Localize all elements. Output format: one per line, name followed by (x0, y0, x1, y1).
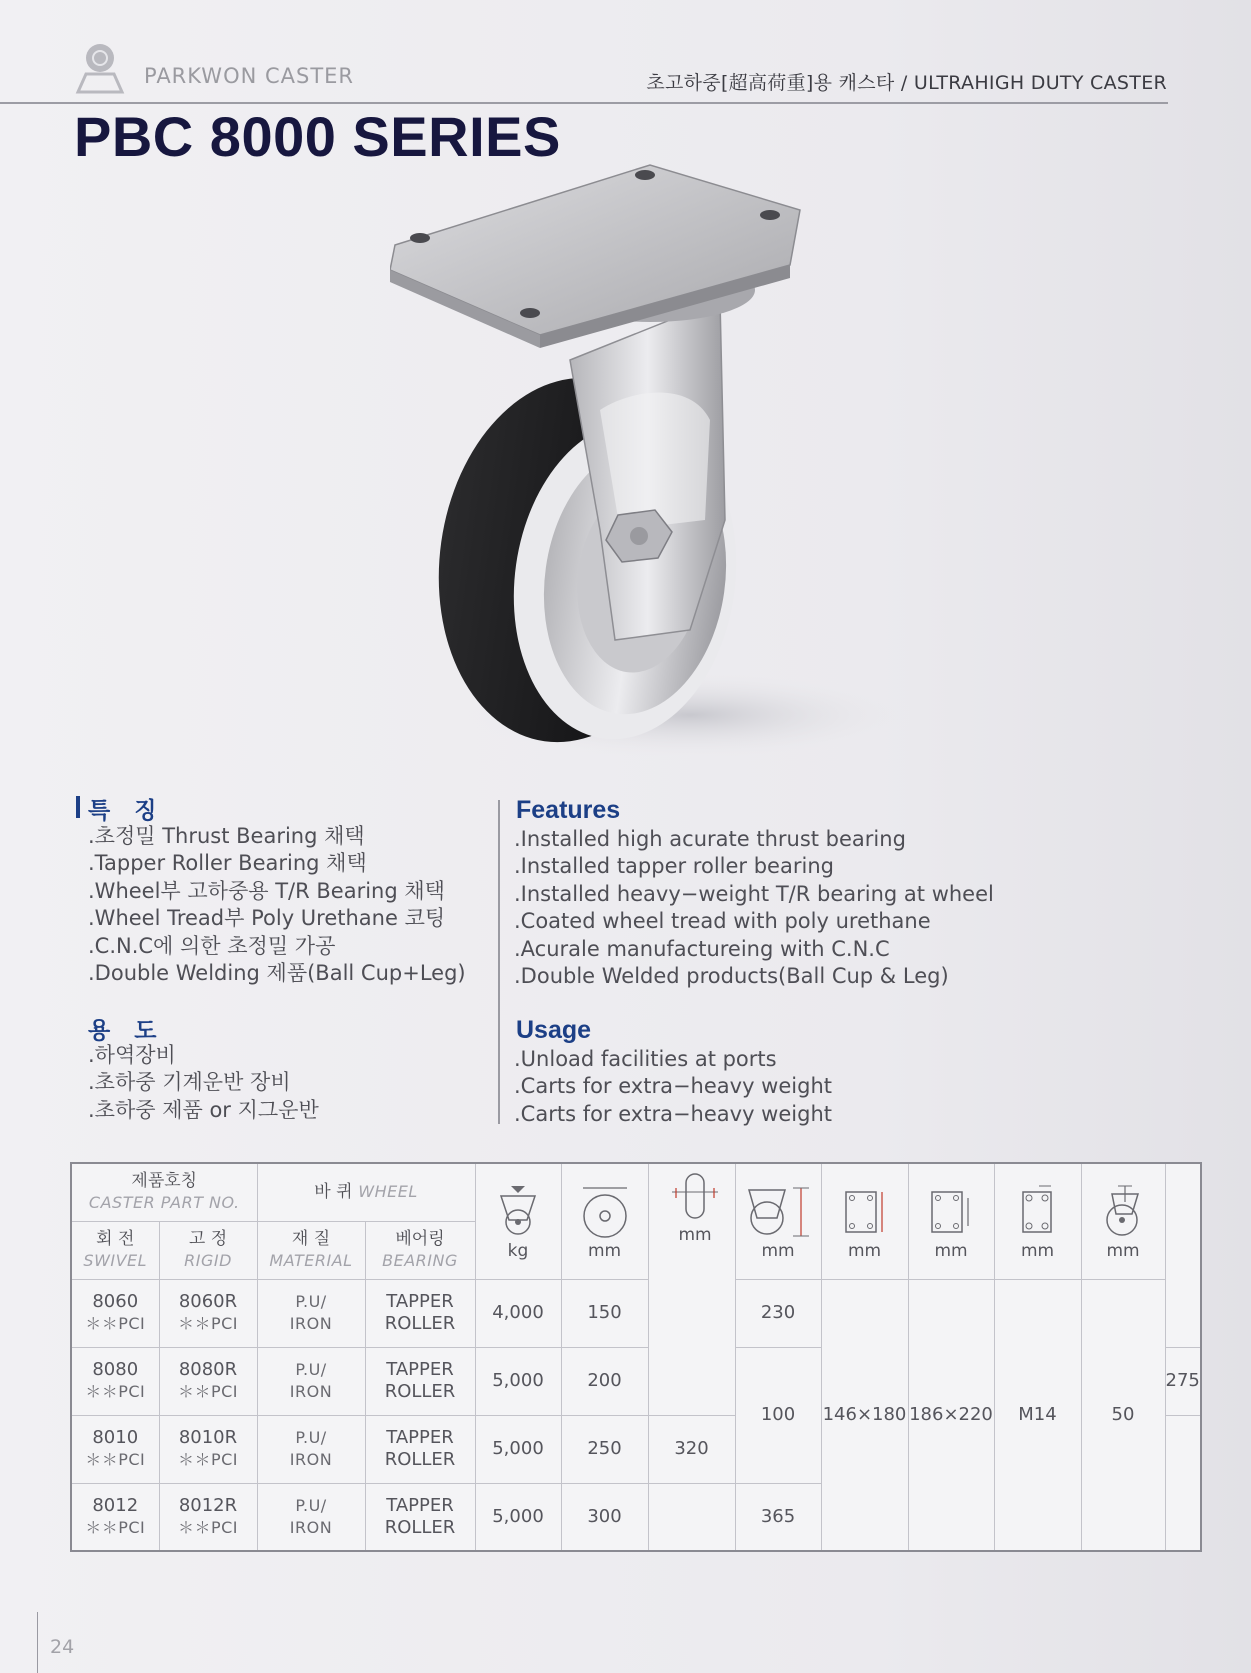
usage-ko-title: 용 도 (88, 1018, 165, 1044)
bolt-spacing-icon (926, 1184, 976, 1240)
bolt-size-cell: M14 (994, 1279, 1081, 1551)
rigid-part-cell: 8010R ＊＊PCI (159, 1415, 257, 1483)
offset-icon (1098, 1184, 1148, 1240)
list-item: .Wheel부 고하중용 T/R Bearing 채택 (88, 878, 445, 903)
rigid-part-cell: 8012R ＊＊PCI (159, 1483, 257, 1551)
series-title: PBC 8000 SERIES (74, 105, 561, 168)
list-item: .Coated wheel tread with poly urethane (514, 909, 931, 934)
bolt-size-icon (1013, 1184, 1063, 1240)
list-item: .Carts for extra−heavy weight (514, 1101, 832, 1126)
plate-size-icon (840, 1184, 890, 1240)
load-column-header: kg (475, 1163, 561, 1279)
part-no-header: 제품호칭 CASTER PART NO. (71, 1163, 257, 1221)
wheel-diameter-icon (580, 1184, 630, 1240)
height-cell: 275 (1165, 1347, 1201, 1415)
material-header: 재 질 MATERIAL (257, 1221, 365, 1279)
bolt-spacing-column-header: mm (908, 1163, 994, 1279)
offset-column-header: mm (1081, 1163, 1165, 1279)
height-column-header: mm (735, 1163, 821, 1279)
diameter-cell: 200 (561, 1347, 648, 1415)
list-item: .초정밀 Thrust Bearing 채택 (88, 824, 365, 848)
height-cell: 230 (735, 1279, 821, 1347)
diameter-cell: 250 (561, 1415, 648, 1483)
table-row (71, 1279, 1201, 1347)
rigid-part-cell: 8060R ＊＊PCI (159, 1279, 257, 1347)
features-ko-title: 특 징 (88, 798, 165, 824)
material-cell: P.U/ IRON (257, 1415, 365, 1483)
bearing-cell: TAPPER ROLLER (365, 1347, 475, 1415)
plate-size-cell: 146×180 (821, 1279, 908, 1551)
list-item: .초하중 기계운반 장비 (88, 1070, 291, 1095)
wheel-header: 바 퀴 WHEEL (257, 1163, 475, 1221)
list-item: .하역장비 (88, 1043, 176, 1067)
load-cell: 4,000 (475, 1279, 561, 1347)
material-cell: P.U/ IRON (257, 1347, 365, 1415)
spec-table (70, 1162, 1202, 1552)
usage-en-list (514, 1046, 832, 1128)
width-header-content: mm (652, 1168, 738, 1246)
diameter-cell: 150 (561, 1279, 648, 1347)
caster-product-image (390, 160, 910, 780)
rigid-part-cell: 8080R ＊＊PCI (159, 1347, 257, 1415)
height-cell: 365 (735, 1483, 821, 1551)
section-accent-bar (76, 796, 80, 818)
page-margin-line (37, 1612, 38, 1673)
swivel-part-cell: 8010 ＊＊PCI (71, 1415, 159, 1483)
plate-column-header: mm (821, 1163, 908, 1279)
list-item: .Installed heavy−weight T/R bearing at wheel (514, 881, 994, 906)
swivel-part-cell: 8060 ＊＊PCI (71, 1279, 159, 1347)
list-item: .Acurale manufactureing with C.N.C (514, 936, 890, 961)
usage-ko-list (88, 1042, 319, 1124)
list-item: .Wheel Tread부 Poly Urethane 코팅 (88, 906, 446, 931)
load-cell: 5,000 (475, 1347, 561, 1415)
caster-logo-icon (74, 42, 130, 98)
list-item: .Unload facilities at ports (514, 1047, 777, 1071)
category-label: 초고하중[超高荷重]용 캐스타 / ULTRAHIGH DUTY CASTER (646, 72, 1167, 94)
bolt-column-header: mm (994, 1163, 1081, 1279)
load-cell: 5,000 (475, 1483, 561, 1551)
diameter-cell: 300 (561, 1483, 648, 1551)
bolt-spacing-cell: 186×220 (908, 1279, 994, 1551)
list-item: .Tapper Roller Bearing 채택 (88, 851, 367, 876)
diameter-column-header: mm (561, 1163, 648, 1279)
bearing-header: 베어링 BEARING (365, 1221, 475, 1279)
list-item: .Double Welding 제품(Ball Cup+Leg) (88, 961, 466, 986)
width-cell-empty (648, 1483, 735, 1551)
swivel-header: 회 전 SWIVEL (71, 1221, 159, 1279)
load-icon (495, 1184, 541, 1240)
height-cell: 320 (648, 1415, 735, 1483)
swivel-part-cell: 8080 ＊＊PCI (71, 1347, 159, 1415)
load-cell: 5,000 (475, 1415, 561, 1483)
list-item: .C.N.C에 의한 초정밀 가공 (88, 933, 336, 958)
features-en-list (514, 826, 994, 990)
list-item: .초하중 제품 or 지그운반 (88, 1097, 319, 1122)
usage-en-title: Usage (516, 1016, 592, 1044)
column-divider (498, 800, 500, 1124)
height-icon (745, 1184, 811, 1240)
width-cell: 100 (735, 1347, 821, 1483)
features-ko-list (88, 823, 466, 987)
material-cell: P.U/ IRON (257, 1483, 365, 1551)
list-item: .Carts for extra−heavy weight (514, 1074, 832, 1099)
brand-name: PARKWON CASTER (144, 64, 355, 88)
wheel-width-icon (670, 1168, 720, 1224)
list-item: .Double Welded products(Ball Cup & Leg) (514, 964, 949, 989)
swivel-part-cell: 8012 ＊＊PCI (71, 1483, 159, 1551)
features-en-title: Features (516, 796, 621, 824)
list-item: .Installed high acurate thrust bearing (514, 827, 906, 851)
bearing-cell: TAPPER ROLLER (365, 1415, 475, 1483)
rigid-header: 고 정 RIGID (159, 1221, 257, 1279)
bearing-cell: TAPPER ROLLER (365, 1279, 475, 1347)
offset-cell: 50 (1081, 1279, 1165, 1551)
list-item: .Installed tapper roller bearing (514, 854, 834, 879)
page-number: 24 (50, 1636, 75, 1658)
material-cell: P.U/ IRON (257, 1279, 365, 1347)
bearing-cell: TAPPER ROLLER (365, 1483, 475, 1551)
